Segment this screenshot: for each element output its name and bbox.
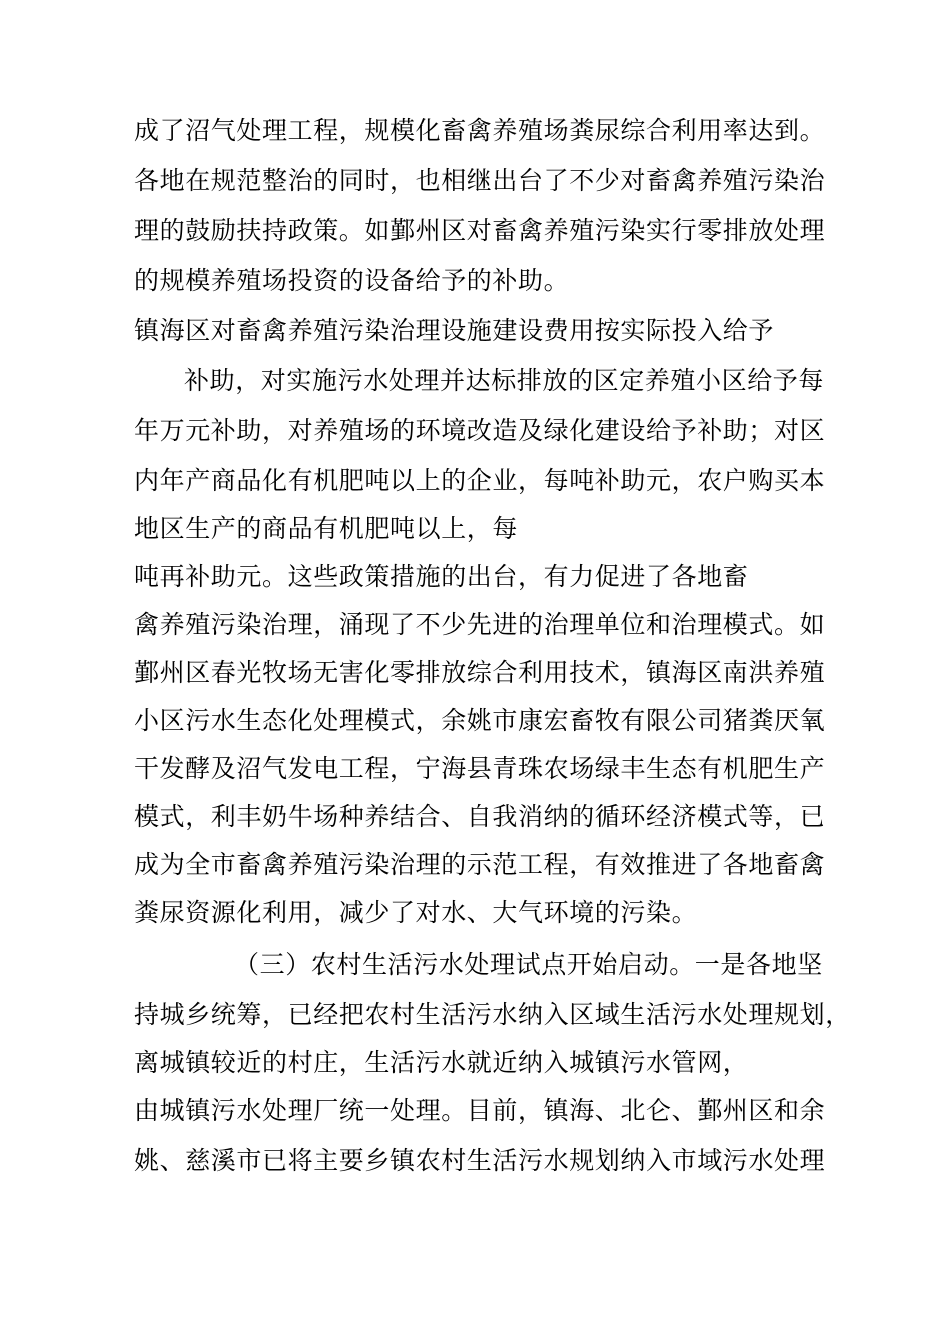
text-line: 镇海区对畜禽养殖污染治理设施建设费用按实际投入给予	[134, 316, 775, 345]
text-line: 的规模养殖场投资的设备给予的补助。	[134, 266, 570, 295]
text-line: 粪尿资源化利用，减少了对水、大气环境的污染。	[134, 898, 698, 927]
text-line: 年万元补助，对养殖场的环境改造及绿化建设给予补助；对区	[134, 416, 826, 445]
text-line: 离城镇较近的村庄，生活污水就近纳入城镇污水管网，	[134, 1048, 749, 1077]
text-line: 禽养殖污染治理，涌现了不少先进的治理单位和治理模式。如	[134, 610, 826, 639]
text-line: 干发酵及沼气发电工程，宁海县青珠农场绿丰生态有机肥生产	[134, 754, 826, 783]
text-line: 姚、慈溪市已将主要乡镇农村生活污水规划纳入市域污水处理	[134, 1146, 826, 1175]
text-line: 小区污水生态化处理模式，余姚市康宏畜牧有限公司猪粪厌氧	[134, 706, 826, 735]
text-line: 地区生产的商品有机肥吨以上，每	[134, 514, 519, 543]
text-line: 成了沼气处理工程，规模化畜禽养殖场粪尿综合利用率达到。	[134, 116, 826, 145]
text-line: 持城乡统筹，已经把农村生活污水纳入区域生活污水处理规划，	[134, 1000, 851, 1029]
text-line: 理的鼓励扶持政策。如鄞州区对畜禽养殖污染实行零排放处理	[134, 216, 826, 245]
text-line: 内年产商品化有机肥吨以上的企业，每吨补助元，农户购买本	[134, 466, 826, 495]
text-line: 由城镇污水处理厂统一处理。目前，镇海、北仑、鄞州区和余	[134, 1096, 826, 1125]
section-heading-line: （三）农村生活污水处理试点开始启动。一是各地坚	[234, 950, 823, 979]
text-line: 鄞州区春光牧场无害化零排放综合利用技术，镇海区南洪养殖	[134, 658, 826, 687]
text-line: 各地在规范整治的同时，也相继出台了不少对畜禽养殖污染治	[134, 166, 826, 195]
text-line: 模式，利丰奶牛场种养结合、自我消纳的循环经济模式等，已	[134, 802, 826, 831]
text-line-indented: 补助，对实施污水处理并达标排放的区定养殖小区给予每	[184, 366, 825, 395]
text-line: 成为全市畜禽养殖污染治理的示范工程，有效推进了各地畜禽	[134, 850, 826, 879]
text-line: 吨再补助元。这些政策措施的出台，有力促进了各地畜	[134, 562, 749, 591]
